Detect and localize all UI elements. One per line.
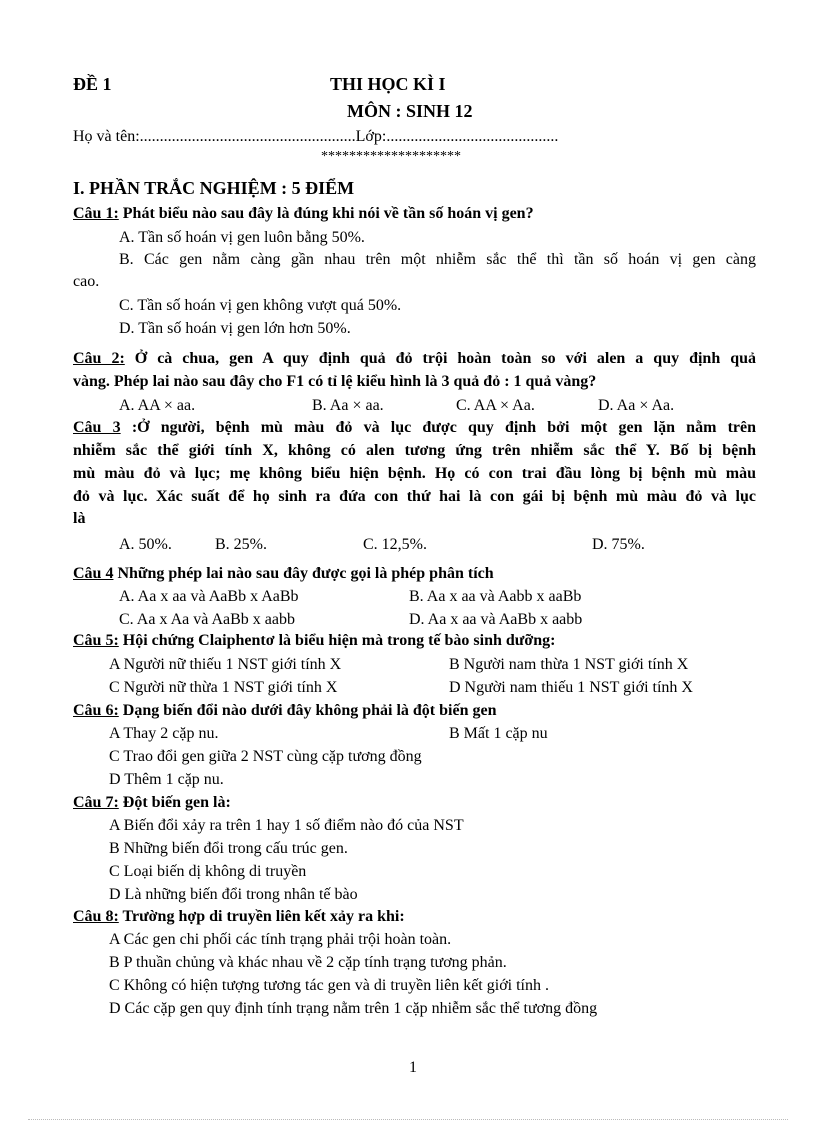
- question-5-text: Hội chứng Claiphentơ là biểu hiện mà trong tế bào sinh dưỡng:: [118, 632, 556, 649]
- question-8: [73, 907, 405, 927]
- question-4: [73, 564, 494, 584]
- question-7: [73, 793, 231, 813]
- question-3-text-4: đỏ và lục. Xác suất để họ sinh ra đứa con thứ hai là con gái bị bệnh mù màu đỏ và lục: [73, 488, 756, 505]
- q7-option-d: D Là những biến đổi trong nhân tế bào: [109, 886, 358, 903]
- q3-option-a: A. 50%.: [119, 536, 172, 553]
- question-2: [73, 349, 756, 369]
- q2-option-c: C. AA × Aa.: [456, 397, 535, 414]
- exam-code: ĐỀ 1: [73, 74, 112, 94]
- question-3: [73, 418, 756, 438]
- q7-option-b: B Những biến đổi trong cấu trúc gen.: [109, 840, 348, 857]
- question-3-label: Câu 3: [73, 419, 121, 436]
- question-4-label: Câu 4: [73, 565, 114, 582]
- q4-option-a: A. Aa x aa và AaBb x AaBb: [119, 588, 299, 605]
- q1-option-c: C. Tần số hoán vị gen không vượt quá 50%.: [119, 297, 402, 314]
- q4-option-b: B. Aa x aa và Aabb x aaBb: [409, 588, 582, 605]
- q1-option-a: A. Tần số hoán vị gen luôn bằng 50%.: [119, 229, 365, 246]
- q6-option-b: B Mất 1 cặp nu: [449, 725, 548, 742]
- question-1-text: Phát biểu nào sau đây là đúng khi nói về tần số hoán vị gen?: [118, 205, 534, 222]
- question-8-label: Câu 8:: [73, 908, 119, 925]
- question-6-label: Câu 6:: [73, 702, 119, 719]
- q1-option-b-cont: cao.: [73, 273, 100, 290]
- q7-option-a: A Biến đổi xảy ra trên 1 hay 1 số điểm nào đó của NST: [109, 817, 464, 834]
- question-3-text-5: là: [73, 510, 86, 527]
- q1-option-d: D. Tần số hoán vị gen lớn hơn 50%.: [119, 320, 351, 337]
- question-4-text: Những phép lai nào sau đây được gọi là phép phân tích: [113, 565, 494, 582]
- footer-divider: [28, 1119, 788, 1120]
- name-label: Họ và tên:......................................................: [73, 128, 356, 145]
- question-3-text-2: nhiễm sắc thể giới tính X, không có alen tương ứng trên nhiễm sắc thể Y. Bố bị bệnh: [73, 442, 756, 459]
- q8-option-b: B P thuần chủng và khác nhau về 2 cặp tính trạng tương phản.: [109, 954, 507, 971]
- question-3-text-1: :Ở người, bệnh mù màu đỏ và lục được quy định bởi một gen lặn nằm trên: [120, 419, 757, 436]
- q3-option-d: D. 75%.: [592, 536, 645, 553]
- question-2-label: Câu 2:: [73, 350, 125, 367]
- q6-option-a: A Thay 2 cặp nu.: [109, 725, 219, 742]
- page-number: 1: [409, 1059, 417, 1076]
- q7-option-c: C Loại biến dị không di truyền: [109, 863, 307, 880]
- q5-option-d: D Người nam thiếu 1 NST giới tính X: [449, 679, 693, 696]
- q3-option-c: C. 12,5%.: [363, 536, 427, 553]
- exam-title: THI HỌC KÌ I: [330, 74, 446, 94]
- question-8-text: Trường hợp di truyền liên kết xảy ra khi:: [118, 908, 405, 925]
- class-label: Lớp:...........................................: [355, 128, 559, 145]
- q5-option-a: A Người nữ thiếu 1 NST giới tính X: [109, 656, 342, 673]
- q5-option-c: C Người nữ thừa 1 NST giới tính X: [109, 679, 338, 696]
- q6-option-c: C Trao đổi gen giữa 2 NST cùng cặp tương đồng: [109, 748, 422, 765]
- question-7-label: Câu 7:: [73, 794, 119, 811]
- q1-option-b: B. Các gen nằm càng gần nhau trên một nhiễm sắc thể thì tần số hoán vị gen càng: [119, 251, 756, 268]
- question-2-text-2: vàng. Phép lai nào sau đây cho F1 có tỉ lệ kiểu hình là 3 quả đỏ : 1 quả vàng?: [73, 373, 597, 390]
- q5-option-b: B Người nam thừa 1 NST giới tính X: [449, 656, 689, 673]
- question-1: [73, 204, 534, 224]
- q2-option-a: A. AA × aa.: [119, 397, 196, 414]
- q6-option-d: D Thêm 1 cặp nu.: [109, 771, 224, 788]
- q8-option-a: A Các gen chi phối các tính trạng phải trội hoàn toàn.: [109, 931, 452, 948]
- q2-option-b: B. Aa × aa.: [312, 397, 384, 414]
- q3-option-b: B. 25%.: [215, 536, 267, 553]
- question-7-text: Đột biến gen là:: [118, 794, 231, 811]
- question-5: [73, 631, 555, 651]
- q8-option-c: C Không có hiện tượng tương tác gen và di truyền liên kết giới tính .: [109, 977, 549, 994]
- name-field-label: [73, 127, 558, 147]
- question-3-text-3: mù màu đỏ và lục; mẹ không biểu hiện bệnh. Họ có con trai đầu lòng bị bệnh mù màu: [73, 465, 756, 482]
- question-1-label: Câu 1:: [73, 205, 119, 222]
- question-6-text: Dạng biến đổi nào dưới đây không phải là đột biến gen: [118, 702, 497, 719]
- exam-subject: MÔN : SINH 12: [347, 101, 473, 121]
- separator-stars: ********************: [321, 149, 461, 164]
- question-2-text-1: Ở cà chua, gen A quy định quả đỏ trội hoàn toàn so với alen a quy định quả: [124, 350, 757, 367]
- q2-option-d: D. Aa × Aa.: [598, 397, 675, 414]
- q4-option-d: D. Aa x aa và AaBb x aabb: [409, 611, 583, 628]
- q8-option-d: D Các cặp gen quy định tính trạng nằm trên 1 cặp nhiễm sắc thể tương đồng: [109, 1000, 598, 1017]
- q4-option-c: C. Aa x Aa và AaBb x aabb: [119, 611, 295, 628]
- question-5-label: Câu 5:: [73, 632, 119, 649]
- section-title: I. PHẦN TRẮC NGHIỆM : 5 ĐIỂM: [73, 178, 355, 198]
- question-6: [73, 701, 496, 721]
